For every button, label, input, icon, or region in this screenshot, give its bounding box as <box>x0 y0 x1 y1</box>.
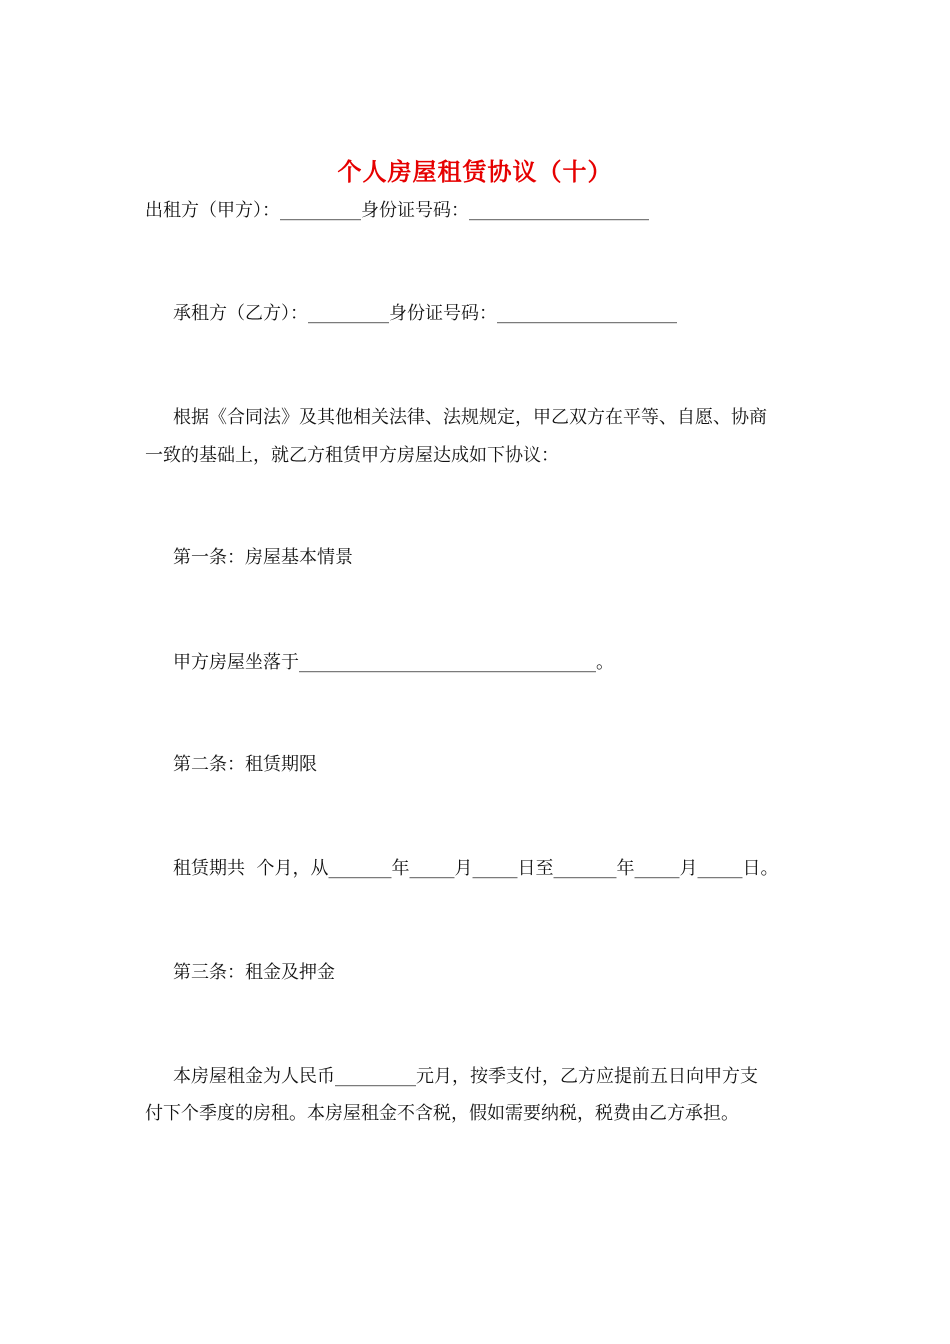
article-1-text: 甲方房屋坐落于_________________________________。 <box>173 652 614 673</box>
article-1-heading: 第一条：房屋基本情景 <box>173 547 353 568</box>
article-2-text: 租赁期共 个月，从_______年_____月_____日至_______年_____月_____日。 <box>173 858 779 879</box>
preamble-line-2: 一致的基础上，就乙方租赁甲方房屋达成如下协议： <box>145 445 559 466</box>
document-title: 个人房屋租赁协议（十） <box>337 157 613 186</box>
preamble-line-1: 根据《合同法》及其他相关法律、法规规定，甲乙双方在平等、自愿、协商 <box>173 407 767 428</box>
article-3-text-line-1: 本房屋租金为人民币_________元月，按季支付，乙方应提前五日向甲方支 <box>173 1066 758 1087</box>
article-3-text-line-2: 付下个季度的房租。本房屋租金不含税，假如需要纳税，税费由乙方承担。 <box>145 1103 739 1124</box>
lessee-info-line: 承租方（乙方）：_________身份证号码：____________________ <box>173 303 677 324</box>
lessor-info-line: 出租方（甲方）：_________身份证号码：____________________ <box>145 200 649 221</box>
article-3-heading: 第三条：租金及押金 <box>173 962 335 983</box>
article-2-heading: 第二条：租赁期限 <box>173 754 317 775</box>
